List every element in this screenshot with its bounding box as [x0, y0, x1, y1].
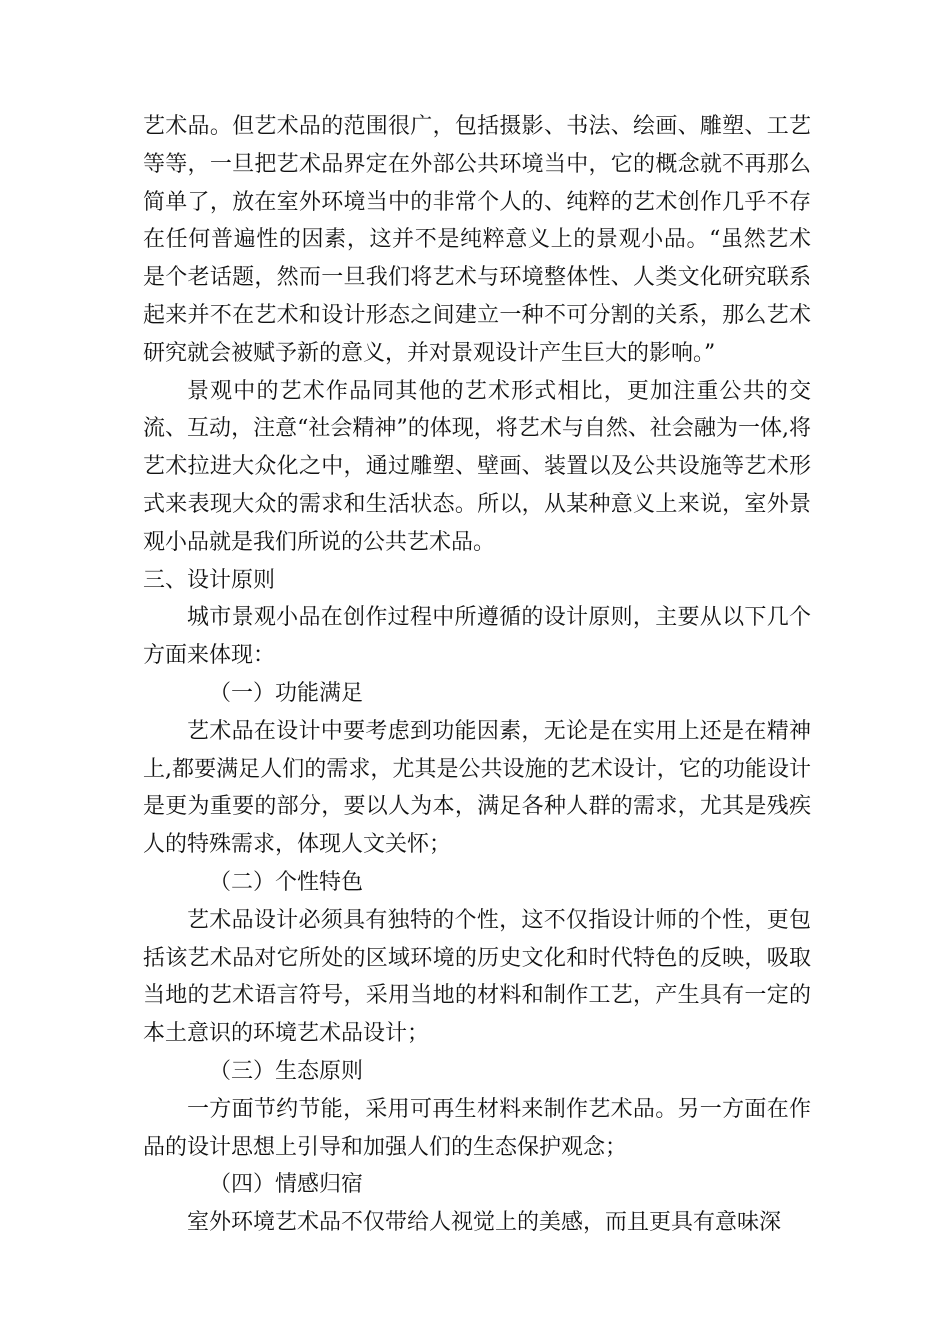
body-paragraph-principles-intro: 城市景观小品在创作过程中所遵循的设计原则，主要从以下几个方面来体现：: [143, 605, 811, 669]
body-paragraph-continued: 艺术品。但艺术品的范围很广，包括摄影、书法、绘画、雕塑、工艺等等，一旦把艺术品界定在外部公共环境当中，它的概念就不再那么简单了，放在室外环境当中的非常个人的、纯粹的艺术创作几乎不存在任何普遍性的因素，这并不是纯粹意义上的景观小品。“虽然艺术是个老话题，然而一旦我们将艺术与环境整体性、人类文化研究联系起来并不在艺术和设计形态之间建立一种不可分割的关系，那么艺术研究就会被赋予新的意义，并对景观设计产生巨大的影响。”: [143, 114, 811, 366]
subheading-character: （二）个性特色: [209, 869, 364, 895]
body-paragraph-emotion: 室外环境艺术品不仅带给人视觉上的美感，而且更具有意味深: [187, 1210, 782, 1236]
body-paragraph-function: 艺术品在设计中要考虑到功能因素，无论是在实用上还是在精神上,都要满足人们的需求，尤其是公共设施的艺术设计，它的功能设计是更为重要的部分，要以人为本，满足各种人群的需求，尤其是残疾人的特殊需求，体现人文关怀；: [143, 718, 811, 858]
subheading-function: （一）功能满足: [209, 680, 364, 706]
document-page: [143, 108, 811, 1242]
section-heading-design-principles: 三、设计原则: [143, 567, 276, 593]
subheading-ecology: （三）生态原则: [209, 1058, 364, 1084]
body-paragraph-public-art: 景观中的艺术作品同其他的艺术形式相比，更加注重公共的交流、互动，注意“社会精神”的体现，将艺术与自然、社会融为一体,将艺术拉进大众化之中，通过雕塑、壁画、装置以及公共设施等艺术形式来表现大众的需求和生活状态。所以，从某种意义上来说，室外景观小品就是我们所说的公共艺术品。: [143, 378, 811, 555]
body-paragraph-character: 艺术品设计必须具有独特的个性，这不仅指设计师的个性，更包括该艺术品对它所处的区域环境的历史文化和时代特色的反映，吸取当地的艺术语言符号，采用当地的材料和制作工艺，产生具有一定的本土意识的环境艺术品设计；: [143, 907, 811, 1047]
body-paragraph-ecology: 一方面节约节能，采用可再生材料来制作艺术品。另一方面在作品的设计思想上引导和加强人们的生态保护观念；: [143, 1096, 811, 1160]
subheading-emotion: （四）情感归宿: [209, 1172, 364, 1198]
